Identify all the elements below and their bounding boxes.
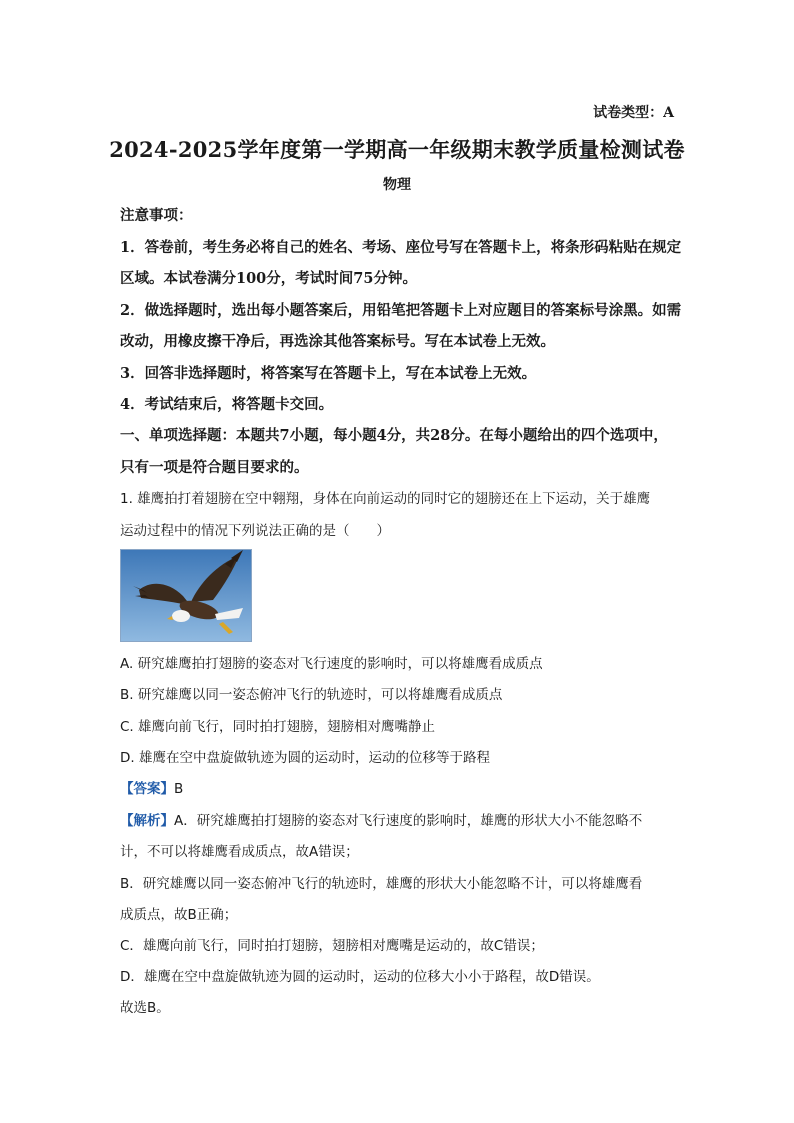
question-1-stem-line-2: 运动过程中的情况下列说法正确的是（ ） [120, 523, 390, 539]
notice-item-1-line-2: 区域。本试卷满分100分，考试时间75分钟。 [120, 270, 417, 287]
answer-label: 【答案】 [120, 781, 174, 797]
analysis-line-3: B．研究雄鹰以同一姿态俯冲飞行的轨迹时，雄鹰的形状大小能忽略不计，可以将雄鹰看 [120, 876, 643, 892]
notice-heading: 注意事项： [120, 207, 193, 224]
answer-line [120, 779, 183, 799]
notice-item-1-line-1: 1．答卷前，考生务必将自己的姓名、考场、座位号写在答题卡上，将条形码粘贴在规定 [120, 239, 682, 256]
question-1-stem-line-1: 1. 雄鹰拍打着翅膀在空中翱翔，身体在向前运动的同时它的翅膀还在上下运动，关于雄鹰 [120, 491, 651, 507]
analysis-line-1 [120, 811, 642, 831]
notice-item-2-line-1: 2．做选择题时，选出每小题答案后，用铅笔把答题卡上对应题目的答案标号涂黑。如需 [120, 302, 682, 319]
analysis-label: 【解析】 [120, 813, 174, 829]
option-c: C. 雄鹰向前飞行，同时拍打翅膀，翅膀相对鹰嘴静止 [120, 719, 436, 735]
analysis-text-1: A．研究雄鹰拍打翅膀的姿态对飞行速度的影响时，雄鹰的形状大小不能忽略不 [174, 813, 643, 829]
answer-value: B [174, 781, 184, 797]
eagle-photo [120, 549, 252, 642]
section-heading-line-1: 一、单项选择题：本题共7小题，每小题4分，共28分。在每小题给出的四个选项中， [120, 427, 668, 444]
analysis-line-4: 成质点，故B正确； [120, 907, 238, 923]
exam-type-label: 试卷类型：A [593, 105, 674, 121]
notice-item-2-line-2: 改动，用橡皮擦干净后，再选涂其他答案标号。写在本试卷上无效。 [120, 333, 555, 350]
analysis-line-2: 计，不可以将雄鹰看成质点，故A错误； [120, 844, 359, 860]
option-a: A. 研究雄鹰拍打翅膀的姿态对飞行速度的影响时，可以将雄鹰看成质点 [120, 656, 543, 672]
section-heading-line-2: 只有一项是符合题目要求的。 [120, 459, 309, 476]
analysis-line-7: 故选B。 [120, 1000, 170, 1016]
analysis-line-5: C．雄鹰向前飞行，同时拍打翅膀，翅膀相对鹰嘴是运动的，故C错误； [120, 938, 544, 954]
option-d: D. 雄鹰在空中盘旋做轨迹为圆的运动时，运动的位移等于路程 [120, 750, 490, 766]
subject-title: 物理 [383, 177, 411, 193]
notice-item-4: 4．考试结束后，将答题卡交回。 [120, 396, 334, 413]
analysis-line-6: D．雄鹰在空中盘旋做轨迹为圆的运动时，运动的位移大小小于路程，故D错误。 [120, 969, 600, 985]
option-b: B. 研究雄鹰以同一姿态俯冲飞行的轨迹时，可以将雄鹰看成质点 [120, 687, 503, 703]
notice-item-3: 3．回答非选择题时，将答案写在答题卡上，写在本试卷上无效。 [120, 365, 537, 382]
exam-title: 2024-2025学年度第一学期高一年级期末教学质量检测试卷 [109, 137, 685, 162]
